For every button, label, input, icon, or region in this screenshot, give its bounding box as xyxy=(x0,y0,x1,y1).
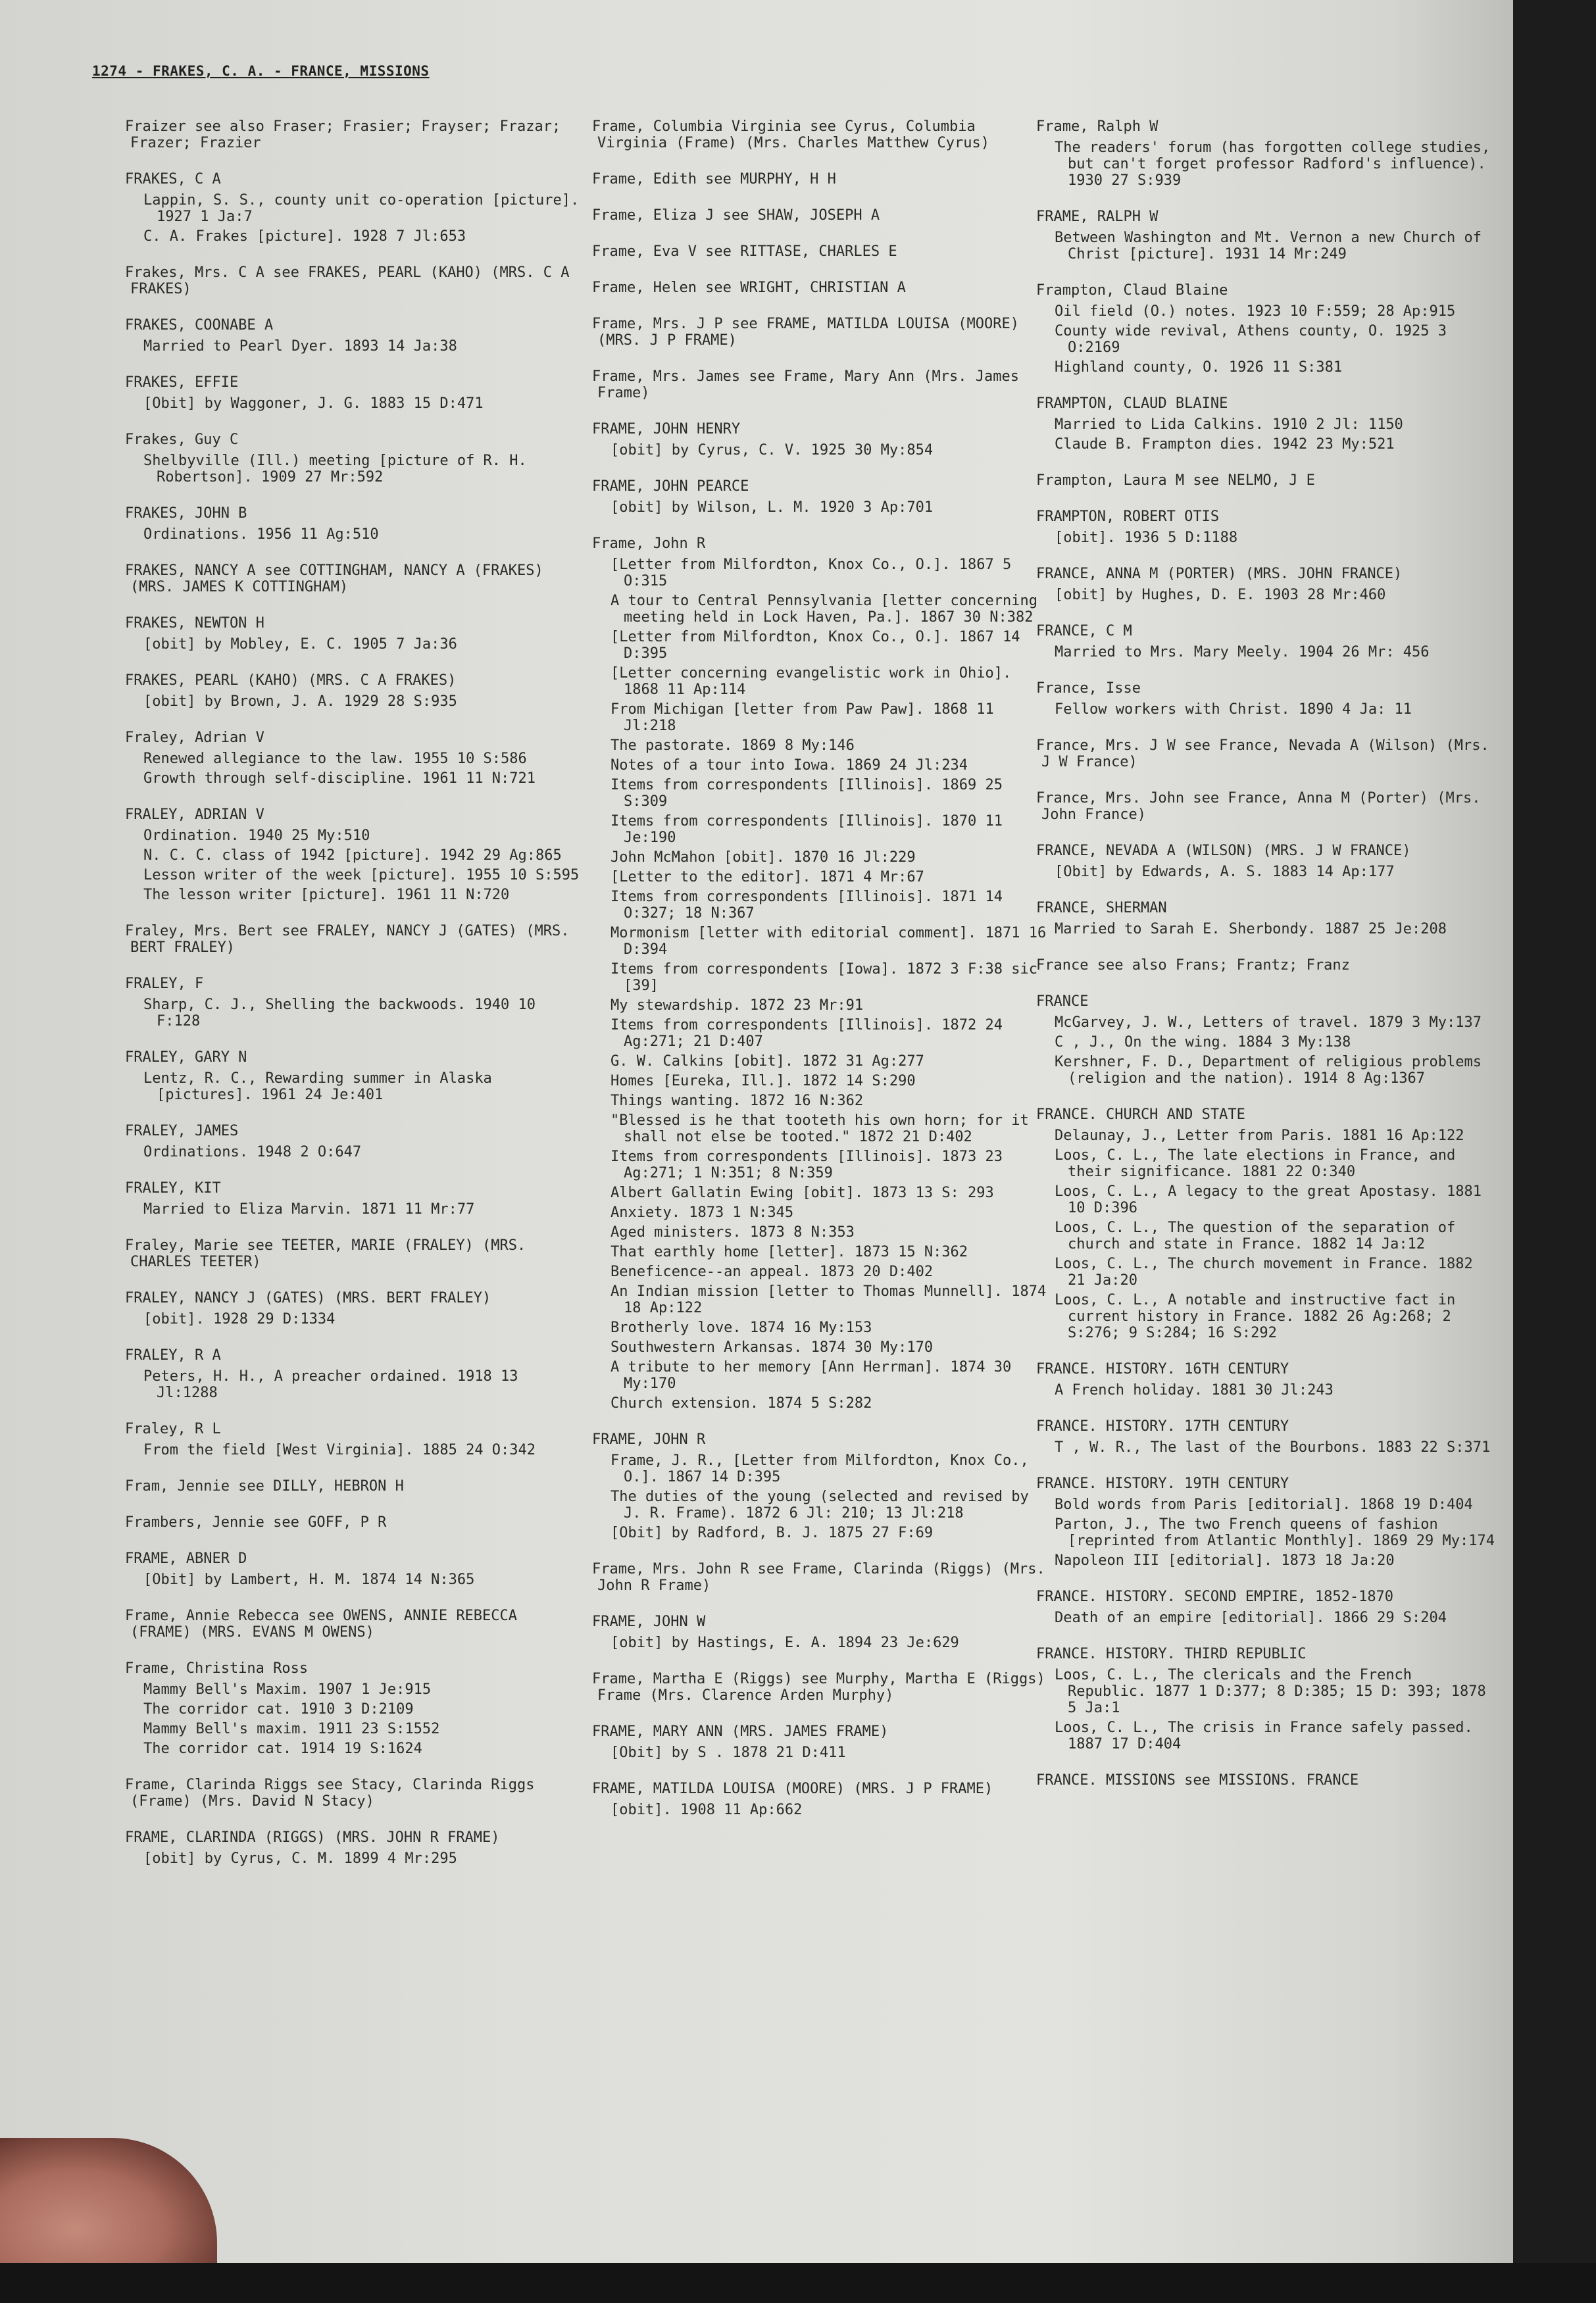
entry-heading: FRAKES, C A xyxy=(125,171,221,187)
index-entry xyxy=(125,1421,586,1458)
index-entry xyxy=(1036,623,1497,660)
index-entry xyxy=(125,1180,586,1218)
entry-heading: Frakes, Mrs. C A see FRAKES, PEARL (KAHO) (MRS. C A FRAKES) xyxy=(125,264,570,297)
entry-citation: [obit] by Hughes, D. E. 1903 28 Mr:460 xyxy=(1055,587,1386,603)
index-entry xyxy=(125,317,586,355)
index-entry xyxy=(125,505,586,543)
entry-citation: Kershner, F. D., Department of religious problems (religion and the nation). 1914 8 Ag:1367 xyxy=(1055,1054,1482,1087)
entry-heading: Fraley, Adrian V xyxy=(125,730,264,746)
index-entry xyxy=(125,562,586,595)
index-column-1 xyxy=(125,118,586,1887)
index-entry xyxy=(592,535,1053,1412)
entry-citation: John McMahon [obit]. 1870 16 Jl:229 xyxy=(611,849,916,866)
index-entry xyxy=(1036,1475,1497,1569)
entry-heading: FRANCE. CHURCH AND STATE xyxy=(1036,1106,1245,1123)
entry-heading: Fraley, R L xyxy=(125,1421,221,1437)
entry-heading: Frampton, Laura M see NELMO, J E xyxy=(1036,472,1315,489)
index-entry xyxy=(1036,282,1497,376)
index-entry xyxy=(1036,1106,1497,1341)
entry-citation: Married to Eliza Marvin. 1871 11 Mr:77 xyxy=(143,1201,475,1218)
entry-heading: FRAMPTON, ROBERT OTIS xyxy=(1036,508,1220,525)
entry-citation: Items from correspondents [Illinois]. 1872 24 Ag:271; 21 D:407 xyxy=(611,1017,1003,1050)
entry-citation: Peters, H. H., A preacher ordained. 1918 13 Jl:1288 xyxy=(143,1368,518,1401)
entry-citation: Lappin, S. S., county unit co-operation [picture]. 1927 1 Ja:7 xyxy=(143,192,580,225)
entry-heading: Frame, Eliza J see SHAW, JOSEPH A xyxy=(592,207,880,224)
entry-heading: Frame, Helen see WRIGHT, CHRISTIAN A xyxy=(592,280,906,296)
entry-citation: Ordination. 1940 25 My:510 xyxy=(143,828,370,844)
entry-citation: The pastorate. 1869 8 My:146 xyxy=(611,737,855,754)
entry-citation: [obit] by Cyrus, C. M. 1899 4 Mr:295 xyxy=(143,1850,457,1867)
entry-citation: Loos, C. L., The crisis in France safely passed. 1887 17 D:404 xyxy=(1055,1720,1473,1752)
scan-edge xyxy=(0,2263,1596,2303)
entry-heading: FRANCE. HISTORY. 19TH CENTURY xyxy=(1036,1475,1289,1492)
entry-heading: France, Mrs. J W see France, Nevada A (Wilson) (Mrs. J W France) xyxy=(1036,737,1489,770)
entry-heading: Fraizer see also Fraser; Frasier; Frayser; Frazar; Frazer; Frazier xyxy=(125,118,561,151)
entry-heading: FRAME, JOHN W xyxy=(592,1614,706,1630)
entry-citation: Mormonism [letter with editorial comment]. 1871 16 D:394 xyxy=(611,925,1047,958)
entry-citation: Things wanting. 1872 16 N:362 xyxy=(611,1093,864,1109)
index-entry xyxy=(125,1478,586,1495)
index-entry xyxy=(125,1049,586,1103)
index-column-2 xyxy=(592,118,1053,1838)
index-entry xyxy=(125,1514,586,1531)
index-entry xyxy=(592,243,1053,260)
entry-citation: [Letter to the editor]. 1871 4 Mr:67 xyxy=(611,869,924,885)
index-entry xyxy=(125,118,586,151)
index-entry xyxy=(592,207,1053,224)
entry-citation: Married to Pearl Dyer. 1893 14 Ja:38 xyxy=(143,338,457,355)
entry-citation: [obit] by Hastings, E. A. 1894 23 Je:629 xyxy=(611,1635,959,1651)
entry-heading: Frame, Mrs. James see Frame, Mary Ann (Mrs. James Frame) xyxy=(592,368,1020,401)
page-title: 1274 - FRAKES, C. A. - FRANCE, MISSIONS xyxy=(92,63,430,79)
index-entry xyxy=(592,368,1053,401)
entry-citation: Loos, C. L., A notable and instructive fact in current history in France. 1882 26 Ag:268; 2 S:276; 9 S:284; 16 S:292 xyxy=(1055,1292,1456,1341)
entry-citation: Items from correspondents [Illinois]. 1871 14 O:327; 18 N:367 xyxy=(611,889,1003,922)
entry-citation: [Obit] by Waggoner, J. G. 1883 15 D:471 xyxy=(143,395,484,412)
entry-heading: FRAME, RALPH W xyxy=(1036,209,1159,225)
entry-citation: Oil field (O.) notes. 1923 10 F:559; 28 Ap:915 xyxy=(1055,303,1456,320)
index-column-3 xyxy=(1036,118,1497,1808)
entry-citation: G. W. Calkins [obit]. 1872 31 Ag:277 xyxy=(611,1053,924,1070)
entry-citation: Loos, C. L., The clericals and the French Republic. 1877 1 D:377; 8 D:385; 15 D: 393; 1878 5 Ja:1 xyxy=(1055,1667,1486,1716)
entry-citation: That earthly home [letter]. 1873 15 N:362 xyxy=(611,1244,968,1260)
entry-citation: N. C. C. class of 1942 [picture]. 1942 29 Ag:865 xyxy=(143,847,562,864)
entry-citation: [Obit] by Lambert, H. M. 1874 14 N:365 xyxy=(143,1572,475,1588)
entry-citation: Napoleon III [editorial]. 1873 18 Ja:20 xyxy=(1055,1552,1395,1569)
entry-citation: Aged ministers. 1873 8 N:353 xyxy=(611,1224,855,1241)
entry-heading: FRAMPTON, CLAUD BLAINE xyxy=(1036,395,1228,412)
index-entry xyxy=(1036,843,1497,880)
entry-heading: FRANCE, ANNA M (PORTER) (MRS. JOHN FRANCE) xyxy=(1036,566,1403,582)
entry-heading: France see also Frans; Frantz; Franz xyxy=(1036,957,1350,974)
entry-citation: Parton, J., The two French queens of fashion [reprinted from Atlantic Monthly]. 1869 29 My:174 xyxy=(1055,1516,1495,1549)
entry-citation: [obit] by Brown, J. A. 1929 28 S:935 xyxy=(143,693,457,710)
index-entry xyxy=(125,1608,586,1641)
entry-citation: [Obit] by Radford, B. J. 1875 27 F:69 xyxy=(611,1525,934,1541)
index-entry xyxy=(125,1347,586,1401)
entry-heading: FRANCE. HISTORY. SECOND EMPIRE, 1852-1870 xyxy=(1036,1589,1394,1605)
entry-citation: [obit]. 1936 5 D:1188 xyxy=(1055,530,1238,546)
entry-heading: Fraley, Marie see TEETER, MARIE (FRALEY) (MRS. CHARLES TEETER) xyxy=(125,1237,526,1270)
entry-citation: Ordinations. 1948 2 O:647 xyxy=(143,1144,362,1160)
entry-citation: Beneficence--an appeal. 1873 20 D:402 xyxy=(611,1264,934,1280)
entry-heading: FRALEY, GARY N xyxy=(125,1049,247,1066)
entry-heading: FRALEY, ADRIAN V xyxy=(125,806,264,823)
entry-heading: FRALEY, NANCY J (GATES) (MRS. BERT FRALEY) xyxy=(125,1290,491,1306)
entry-heading: FRANCE. HISTORY. THIRD REPUBLIC xyxy=(1036,1646,1307,1662)
entry-citation: [obit] by Wilson, L. M. 1920 3 Ap:701 xyxy=(611,499,934,516)
entry-heading: FRALEY, KIT xyxy=(125,1180,221,1197)
index-entry xyxy=(125,976,586,1029)
entry-heading: Frame, Edith see MURPHY, H H xyxy=(592,171,836,187)
index-entry xyxy=(592,478,1053,516)
entry-citation: [Letter from Milfordton, Knox Co., O.]. 1867 14 D:395 xyxy=(611,629,1020,662)
entry-heading: FRANCE. MISSIONS see MISSIONS. FRANCE xyxy=(1036,1772,1359,1789)
entry-citation: [Letter from Milfordton, Knox Co., O.]. 1867 5 O:315 xyxy=(611,557,1012,589)
index-entry xyxy=(592,421,1053,458)
entry-citation: Married to Mrs. Mary Meely. 1904 26 Mr: 456 xyxy=(1055,644,1430,660)
index-entry xyxy=(125,1290,586,1327)
entry-heading: FRANCE. HISTORY. 17TH CENTURY xyxy=(1036,1418,1289,1435)
entry-heading: FRAKES, EFFIE xyxy=(125,374,239,391)
entry-heading: Frame, Eva V see RITTASE, CHARLES E xyxy=(592,243,897,260)
entry-heading: FRALEY, R A xyxy=(125,1347,221,1364)
index-entry xyxy=(125,730,586,787)
entry-citation: The duties of the young (selected and revised by J. R. Frame). 1872 6 Jl: 210; 13 Jl:218 xyxy=(611,1489,1029,1522)
entry-heading: Frame, Clarinda Riggs see Stacy, Clarinda Riggs (Frame) (Mrs. David N Stacy) xyxy=(125,1777,535,1810)
index-entry xyxy=(1036,1772,1497,1789)
index-entry xyxy=(125,615,586,653)
index-entry xyxy=(125,923,586,956)
entry-heading: FRALEY, JAMES xyxy=(125,1123,239,1139)
entry-citation: A tribute to her memory [Ann Herrman]. 1874 30 My:170 xyxy=(611,1359,1012,1392)
entry-heading: Frame, Columbia Virginia see Cyrus, Columbia Virginia (Frame) (Mrs. Charles Matthew Cyrus) xyxy=(592,118,990,151)
entry-citation: [obit]. 1928 29 D:1334 xyxy=(143,1311,336,1327)
entry-citation: "Blessed is he that tooteth his own horn; for it shall not else be tooted." 1872 21 D:402 xyxy=(611,1112,1029,1145)
entry-citation: Brotherly love. 1874 16 My:153 xyxy=(611,1320,872,1336)
entry-citation: Items from correspondents [Illinois]. 1869 25 S:309 xyxy=(611,777,1003,810)
entry-heading: Frame, John R xyxy=(592,535,706,552)
index-entry xyxy=(1036,209,1497,262)
entry-heading: FRAKES, PEARL (KAHO) (MRS. C A FRAKES) xyxy=(125,672,457,689)
entry-heading: Frampton, Claud Blaine xyxy=(1036,282,1228,299)
index-entry xyxy=(125,1660,586,1757)
entry-citation: Shelbyville (Ill.) meeting [picture of R. H. Robertson]. 1909 27 Mr:592 xyxy=(143,453,527,485)
index-entry xyxy=(1036,472,1497,489)
entry-citation: [Obit] by Edwards, A. S. 1883 14 Ap:177 xyxy=(1055,864,1395,880)
index-entry xyxy=(1036,1646,1497,1752)
entry-citation: McGarvey, J. W., Letters of travel. 1879 3 My:137 xyxy=(1055,1014,1482,1031)
entry-heading: Frame, Christina Ross xyxy=(125,1660,309,1677)
entry-heading: Frakes, Guy C xyxy=(125,432,239,448)
entry-heading: Fraley, Mrs. Bert see FRALEY, NANCY J (GATES) (MRS. BERT FRALEY) xyxy=(125,923,570,956)
entry-citation: From the field [West Virginia]. 1885 24 O:342 xyxy=(143,1442,536,1458)
entry-citation: [obit] by Cyrus, C. V. 1925 30 My:854 xyxy=(611,442,934,458)
entry-heading: FRAKES, NANCY A see COTTINGHAM, NANCY A (FRAKES) (MRS. JAMES K COTTINGHAM) xyxy=(125,562,543,595)
entry-citation: Loos, C. L., A legacy to the great Apostasy. 1881 10 D:396 xyxy=(1055,1183,1482,1216)
entry-citation: [Letter concerning evangelistic work in Ohio]. 1868 11 Ap:114 xyxy=(611,665,1012,698)
entry-citation: The corridor cat. 1910 3 D:2109 xyxy=(143,1701,414,1718)
index-entry xyxy=(592,1431,1053,1541)
entry-citation: Ordinations. 1956 11 Ag:510 xyxy=(143,526,379,543)
entry-heading: FRANCE. HISTORY. 16TH CENTURY xyxy=(1036,1361,1289,1377)
index-entry xyxy=(1036,118,1497,189)
entry-heading: France, Mrs. John see France, Anna M (Porter) (Mrs. John France) xyxy=(1036,790,1481,823)
entry-heading: FRAME, ABNER D xyxy=(125,1550,247,1567)
entry-citation: [Obit] by S . 1878 21 D:411 xyxy=(611,1745,846,1761)
entry-citation: Items from correspondents [Illinois]. 1870 11 Je:190 xyxy=(611,813,1003,846)
entry-citation: Loos, C. L., The question of the separation of church and state in France. 1882 14 Ja:12 xyxy=(1055,1220,1456,1252)
index-entry xyxy=(125,1777,586,1810)
index-entry xyxy=(1036,957,1497,974)
entry-citation: Church extension. 1874 5 S:282 xyxy=(611,1395,872,1412)
entry-heading: France, Isse xyxy=(1036,680,1141,697)
entry-citation: From Michigan [letter from Paw Paw]. 1868 11 Jl:218 xyxy=(611,701,994,734)
entry-citation: Between Washington and Mt. Vernon a new Church of Christ [picture]. 1931 14 Mr:249 xyxy=(1055,230,1482,262)
entry-heading: Frambers, Jennie see GOFF, P R xyxy=(125,1514,387,1531)
entry-citation: Frame, J. R., [Letter from Milfordton, Knox Co., O.]. 1867 14 D:395 xyxy=(611,1452,1029,1485)
entry-citation: Delaunay, J., Letter from Paris. 1881 16 Ap:122 xyxy=(1055,1127,1464,1144)
entry-heading: Frame, Mrs. John R see Frame, Clarinda (Riggs) (Mrs. John R Frame) xyxy=(592,1561,1045,1594)
index-entry xyxy=(592,316,1053,349)
entry-citation: Mammy Bell's Maxim. 1907 1 Je:915 xyxy=(143,1681,432,1698)
entry-heading: Frame, Annie Rebecca see OWENS, ANNIE REBECCA (FRAME) (MRS. EVANS M OWENS) xyxy=(125,1608,518,1641)
index-entry xyxy=(125,1550,586,1588)
entry-citation: Renewed allegiance to the law. 1955 10 S:586 xyxy=(143,751,527,767)
entry-citation: C , J., On the wing. 1884 3 My:138 xyxy=(1055,1034,1351,1051)
index-entry xyxy=(125,672,586,710)
entry-citation: Items from correspondents [Iowa]. 1872 3 F:38 sic [39] xyxy=(611,961,1038,994)
entry-heading: FRAKES, COONABE A xyxy=(125,317,274,334)
index-entry xyxy=(592,118,1053,151)
index-entry xyxy=(1036,790,1497,823)
entry-citation: My stewardship. 1872 23 Mr:91 xyxy=(611,997,864,1014)
entry-heading: FRANCE, NEVADA A (WILSON) (MRS. J W FRANCE) xyxy=(1036,843,1411,859)
entry-citation: Married to Sarah E. Sherbondy. 1887 25 Je:208 xyxy=(1055,921,1447,937)
index-entry xyxy=(592,1781,1053,1818)
entry-citation: The lesson writer [picture]. 1961 11 N:720 xyxy=(143,887,510,903)
entry-citation: [obit]. 1908 11 Ap:662 xyxy=(611,1802,803,1818)
index-entry xyxy=(1036,993,1497,1087)
entry-citation: A French holiday. 1881 30 Jl:243 xyxy=(1055,1382,1334,1399)
index-entry xyxy=(125,264,586,297)
entry-citation: Lesson writer of the week [picture]. 1955 10 S:595 xyxy=(143,867,580,883)
entry-citation: Albert Gallatin Ewing [obit]. 1873 13 S: 293 xyxy=(611,1185,994,1201)
entry-heading: Frame, Martha E (Riggs) see Murphy, Martha E (Riggs) Frame (Mrs. Clarence Arden Murphy) xyxy=(592,1671,1045,1704)
entry-citation: Married to Lida Calkins. 1910 2 Jl: 1150 xyxy=(1055,416,1403,433)
entry-heading: FRANCE, SHERMAN xyxy=(1036,900,1167,916)
entry-heading: Fram, Jennie see DILLY, HEBRON H xyxy=(125,1478,404,1495)
entry-citation: Loos, C. L., The late elections in France, and their significance. 1881 22 O:340 xyxy=(1055,1147,1456,1180)
entry-citation: Sharp, C. J., Shelling the backwoods. 1940 10 F:128 xyxy=(143,997,536,1029)
index-entry xyxy=(125,1123,586,1160)
index-entry xyxy=(125,1237,586,1270)
index-entry xyxy=(1036,680,1497,718)
index-entry xyxy=(1036,1418,1497,1456)
index-entry xyxy=(1036,737,1497,770)
entry-citation: Loos, C. L., The church movement in France. 1882 21 Ja:20 xyxy=(1055,1256,1473,1289)
entry-citation: Homes [Eureka, Ill.]. 1872 14 S:290 xyxy=(611,1073,916,1089)
index-entry xyxy=(1036,395,1497,453)
entry-heading: FRANCE, C M xyxy=(1036,623,1132,639)
index-entry xyxy=(592,1671,1053,1704)
entry-citation: The corridor cat. 1914 19 S:1624 xyxy=(143,1741,422,1757)
entry-heading: FRALEY, F xyxy=(125,976,204,992)
entry-citation: County wide revival, Athens county, O. 1925 3 O:2169 xyxy=(1055,323,1447,356)
entry-citation: Notes of a tour into Iowa. 1869 24 Jl:234 xyxy=(611,757,968,774)
index-entry xyxy=(1036,566,1497,603)
entry-citation: Lentz, R. C., Rewarding summer in Alaska [pictures]. 1961 24 Je:401 xyxy=(143,1070,492,1103)
index-entry xyxy=(125,806,586,903)
entry-heading: FRANCE xyxy=(1036,993,1089,1010)
index-entry xyxy=(1036,508,1497,546)
index-entry xyxy=(125,1829,586,1867)
entry-heading: FRAME, JOHN R xyxy=(592,1431,706,1448)
index-entry xyxy=(125,432,586,485)
entry-citation: A tour to Central Pennsylvania [letter concerning meeting held in Lock Haven, Pa.]. 1867 30 N:382 xyxy=(611,593,1038,626)
entry-heading: FRAME, MARY ANN (MRS. JAMES FRAME) xyxy=(592,1723,889,1740)
index-entry xyxy=(592,280,1053,296)
entry-citation: The readers' forum (has forgotten college studies, but can't forget professor Radford's influence). 1930 27 S:939 xyxy=(1055,139,1491,189)
entry-citation: Bold words from Paris [editorial]. 1868 19 D:404 xyxy=(1055,1497,1473,1513)
entry-citation: Mammy Bell's maxim. 1911 23 S:1552 xyxy=(143,1721,440,1737)
index-entry xyxy=(592,1614,1053,1651)
entry-citation: T , W. R., The last of the Bourbons. 1883 22 S:371 xyxy=(1055,1439,1491,1456)
entry-citation: Anxiety. 1873 1 N:345 xyxy=(611,1204,794,1221)
index-entry xyxy=(1036,1361,1497,1399)
index-entry xyxy=(125,374,586,412)
index-entry xyxy=(592,1561,1053,1594)
entry-citation: [obit] by Mobley, E. C. 1905 7 Ja:36 xyxy=(143,636,457,653)
index-entry xyxy=(592,1723,1053,1761)
index-entry xyxy=(1036,900,1497,937)
entry-citation: Claude B. Frampton dies. 1942 23 My:521 xyxy=(1055,436,1395,453)
index-entry xyxy=(1036,1589,1497,1626)
index-entry xyxy=(592,171,1053,187)
entry-citation: Fellow workers with Christ. 1890 4 Ja: 11 xyxy=(1055,701,1412,718)
index-entry xyxy=(125,171,586,245)
entry-citation: Highland county, O. 1926 11 S:381 xyxy=(1055,359,1343,376)
entry-heading: FRAME, JOHN PEARCE xyxy=(592,478,749,495)
entry-citation: Items from correspondents [Illinois]. 1873 23 Ag:271; 1 N:351; 8 N:359 xyxy=(611,1149,1003,1181)
entry-heading: Frame, Mrs. J P see FRAME, MATILDA LOUISA (MOORE) (MRS. J P FRAME) xyxy=(592,316,1020,349)
entry-heading: FRAME, MATILDA LOUISA (MOORE) (MRS. J P FRAME) xyxy=(592,1781,993,1797)
entry-heading: FRAKES, JOHN B xyxy=(125,505,247,522)
entry-citation: Growth through self-discipline. 1961 11 N:721 xyxy=(143,770,536,787)
entry-heading: FRAME, JOHN HENRY xyxy=(592,421,741,437)
entry-citation: Death of an empire [editorial]. 1866 29 S:204 xyxy=(1055,1610,1447,1626)
entry-citation: An Indian mission [letter to Thomas Munnell]. 1874 18 Ap:122 xyxy=(611,1283,1047,1316)
entry-citation: C. A. Frakes [picture]. 1928 7 Jl:653 xyxy=(143,228,466,245)
entry-heading: FRAME, CLARINDA (RIGGS) (MRS. JOHN R FRAME) xyxy=(125,1829,500,1846)
entry-heading: Frame, Ralph W xyxy=(1036,118,1159,135)
entry-heading: FRAKES, NEWTON H xyxy=(125,615,264,631)
entry-citation: Southwestern Arkansas. 1874 30 My:170 xyxy=(611,1339,934,1356)
